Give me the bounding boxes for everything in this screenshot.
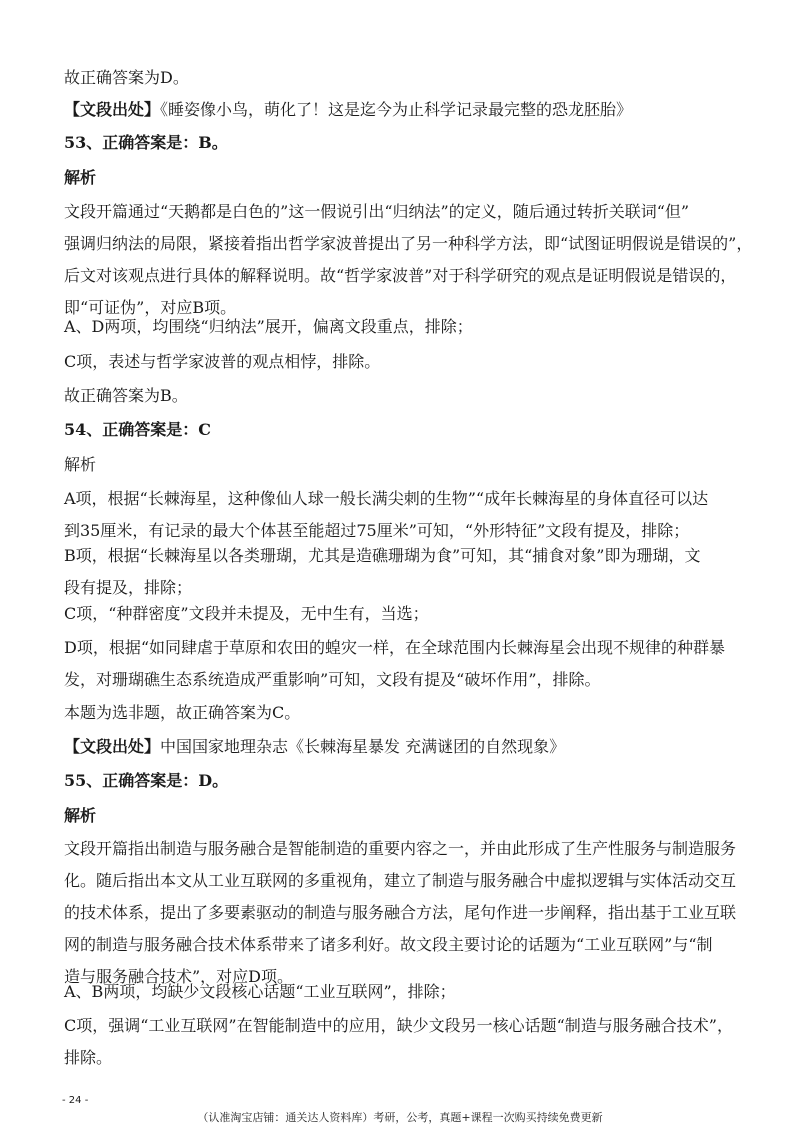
page-number: - 24 - (62, 1095, 89, 1106)
text-line: 后文对该观点进行具体的解释说明。故“哲学家波普”对于科学研究的观点是证明假说是错误的， (64, 266, 737, 285)
text-line: C项，强调“工业互联网”在智能制造中的应用，缺少文段另一核心话题“制造与服务融合技术”， (64, 1016, 733, 1035)
q55-heading: 55、正确答案是：D。 (64, 771, 229, 790)
q54-analysis-label: 解析 (64, 455, 97, 474)
text-line: 文段开篇指出制造与服务融合是智能制造的重要内容之一，并由此形成了生产性服务与制造服务 (64, 839, 737, 858)
text-line: 即“可证伪”，对应B项。 (64, 298, 237, 317)
source-label: 【文段出处】 (64, 100, 161, 119)
text-line: 发，对珊瑚礁生态系统造成严重影响”可知，文段有提及“破坏作用”，排除。 (64, 670, 601, 689)
text-line: D项，根据“如同肆虐于草原和农田的蝗灾一样，在全球范围内长棘海星会出现不规律的种群暴 (64, 638, 726, 657)
text-line: 强调归纳法的局限，紧接着指出哲学家波普提出了另一种科学方法，即“试图证明假说是错误的”， (64, 234, 753, 253)
q53-paragraph (64, 196, 753, 324)
q54-source-citation (64, 731, 740, 763)
q53-analysis-label: 解析 (64, 168, 97, 187)
source-citation (64, 94, 740, 126)
q53-option-ad: A、D两项，均围绕“归纳法”展开，偏离文段重点，排除； (64, 317, 473, 336)
q54-option-a (64, 483, 740, 547)
q54-heading: 54、正确答案是：C (64, 420, 212, 439)
text-line: 造与服务融合技术”，对应D项。 (64, 967, 294, 986)
q54-option-b (64, 540, 740, 604)
text-line: 段有提及，排除； (64, 578, 193, 597)
footer-note: （认准淘宝店铺：通关达人资料库）考研，公考，真题+课程一次购买持续免费更新 (197, 1111, 603, 1124)
source-label: 【文段出处】 (64, 737, 161, 756)
text-line: B项，根据“长棘海星以各类珊瑚，尤其是造礁珊瑚为食”可知，其“捕食对象”即为珊瑚，文 (64, 546, 701, 565)
q55-analysis-label: 解析 (64, 806, 97, 825)
q54-option-d (64, 632, 740, 696)
source-text: 《睡姿像小鸟，萌化了！这是迄今为止科学记录最完整的恐龙胚胎》 (160, 100, 633, 119)
text-line: 文段开篇通过“天鹅都是白色的”这一假说引出“归纳法”的定义，随后通过转折关联词“但” (64, 202, 690, 221)
q53-heading: 53、正确答案是：B。 (64, 133, 228, 152)
q54-conclusion: 本题为选非题，故正确答案为C。 (64, 703, 301, 722)
text-line: 网的制造与服务融合技术体系带来了诸多利好。故文段主要讨论的话题为“工业互联网”与“制 (64, 935, 713, 954)
text-line: 化。随后指出本文从工业互联网的多重视角，建立了制造与服务融合中虚拟逻辑与实体活动交互 (64, 871, 737, 890)
text-line: 的技术体系，提出了多要素驱动的制造与服务融合方法，尾句作进一步阐释，指出基于工业互联 (64, 903, 737, 922)
q53-option-c: C项，表述与哲学家波普的观点相悖，排除。 (64, 352, 381, 371)
source-text: 中国国家地理杂志《长棘海星暴发 充满谜团的自然现象》 (160, 737, 566, 756)
q55-option-ab: A、B两项，均缺少文段核心话题“工业互联网”，排除； (64, 982, 456, 1001)
text-line: 排除。 (64, 1048, 113, 1067)
text-line: A项，根据“长棘海星，这种像仙人球一般长满尖刺的生物”“成年长棘海星的身体直径可以达 (64, 489, 709, 508)
q55-option-c (64, 1010, 740, 1074)
text-line: 到35厘米，有记录的最大个体甚至能超过75厘米”可知，“外形特征”文段有提及，排除； (64, 521, 690, 540)
q54-option-c: C项，“种群密度”文段并未提及，无中生有，当选； (64, 604, 429, 623)
answer-line: 故正确答案为D。 (64, 68, 189, 87)
q53-conclusion: 故正确答案为B。 (64, 386, 188, 405)
q55-paragraph (64, 833, 740, 993)
